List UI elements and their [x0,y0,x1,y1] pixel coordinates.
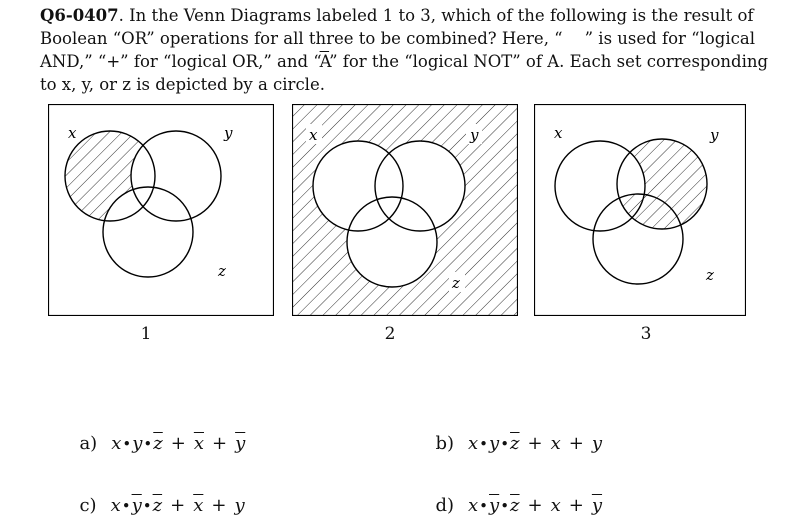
diagram-3-label-y: y [710,126,719,144]
option-c[interactable]: c) $x•\overline{y}•\overline{z} + \overline{x} + y$ [79,495,245,516]
option-c-letter: c) [79,495,97,516]
option-b[interactable]: b) $x•y•\overline{z} + x + y$ [435,433,603,454]
venn-diagram-1 [48,104,274,316]
diagram-2-shaded-region [292,104,518,316]
question-text-part-2: ” is used for “logical AND,” “+” for “logical OR,” and “ [40,29,755,71]
option-a-letter: a) [79,433,98,454]
question-text [40,4,780,96]
diagram-2-label-y: y [470,126,479,144]
diagram-2-label-z: z [452,274,460,292]
diagram-1-label-y: y [224,124,233,142]
venn-diagram-2 [292,104,518,316]
question-id: Q6-0407 [40,6,119,25]
question-text-part-1: . In the Venn Diagrams labeled 1 to 3, which of the following is the result of Boolean “OR” operations for all three to be combined? Here, “ [40,6,754,48]
option-d-letter: d) [435,495,454,516]
question-text-part-3: ” for the “logical NOT” of A. Each set corresponding to x, y, or z is depicted by a circle. [40,52,769,94]
not-symbol: $\overline{A}$ [319,52,330,71]
diagram-1-shaded-region [48,104,274,316]
venn-diagram-3 [534,104,746,316]
diagram-3-label-z: z [706,266,714,284]
diagram-1-label-x: x [68,124,77,142]
option-a[interactable]: a) $x•y•\overline{z} + \overline{x} + \overline{y}$ [79,433,246,454]
diagram-3-number: 3 [640,324,652,344]
option-d[interactable]: d) $x•\overline{y}•\overline{z} + x + \overline{y}$ [435,495,603,516]
diagram-2-number: 2 [384,324,396,344]
diagram-1-number: 1 [140,324,152,344]
option-b-letter: b) [435,433,454,454]
diagram-3-label-x: x [554,124,563,142]
diagram-1-label-z: z [218,262,226,280]
diagram-2-label-x: x [309,126,318,144]
